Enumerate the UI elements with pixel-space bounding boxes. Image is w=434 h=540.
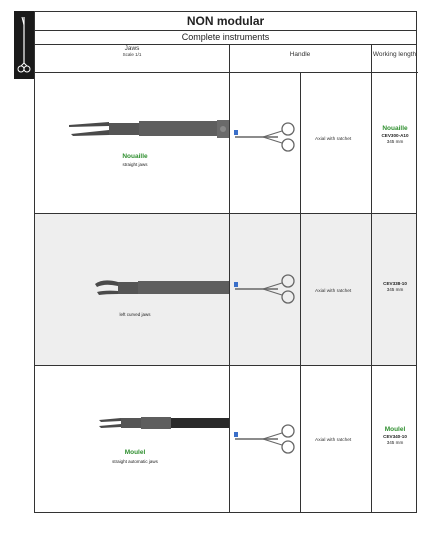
header-working-length-label: Working length: [372, 51, 417, 58]
column-divider: [300, 73, 301, 513]
jaw-name: Moulel: [124, 449, 146, 456]
jaw-curved-image: [93, 274, 229, 300]
jaw-straight-image: [69, 112, 229, 144]
jaw-name: Nouaille: [122, 153, 148, 160]
handle-type: Axial with ratchet: [315, 137, 352, 142]
handle-type: Axial with ratchet: [315, 438, 352, 443]
header-handle: [229, 44, 371, 73]
jaw-description: straight automatic jaws: [112, 459, 158, 464]
header-handle-label: Handle: [289, 51, 311, 58]
working-length-value: 345 mm: [386, 287, 404, 292]
working-length-value: 345 mm: [386, 440, 404, 445]
working-length-name: Nouaille: [382, 125, 408, 132]
column-divider: [229, 44, 230, 513]
row-divider: [35, 365, 416, 366]
axial-handle-image: [233, 424, 298, 454]
side-category-tab: [14, 11, 34, 79]
working-length-block: [372, 426, 418, 445]
reference-number: CEV300-A10: [381, 133, 409, 138]
jaw-description: left curved jaws: [119, 312, 151, 317]
working-length-value: 345 mm: [386, 139, 404, 144]
header-jaws: [35, 44, 229, 73]
page-subtitle: Complete instruments: [35, 30, 416, 45]
header-jaws-label: Jaws: [124, 45, 140, 52]
working-length-block: [372, 280, 418, 292]
axial-handle-image: [233, 274, 298, 304]
product-table: [34, 11, 417, 513]
forceps-icon: [14, 11, 34, 79]
working-length-name: Moulel: [384, 426, 406, 433]
header-jaws-scale: Scale 1/1: [122, 52, 142, 57]
jaw-automatic-image: [99, 412, 229, 434]
jaw-description: straight jaws: [122, 162, 148, 167]
page-title: NON modular: [35, 12, 416, 31]
header-working-length: [371, 44, 418, 73]
handle-type: Axial with ratchet: [315, 289, 352, 294]
reference-number: CEV340-10: [383, 434, 407, 439]
row-divider: [35, 213, 416, 214]
reference-number: CEV338-10: [383, 281, 407, 286]
axial-handle-image: [233, 122, 298, 152]
working-length-block: [372, 125, 418, 144]
table-row: [35, 365, 416, 513]
